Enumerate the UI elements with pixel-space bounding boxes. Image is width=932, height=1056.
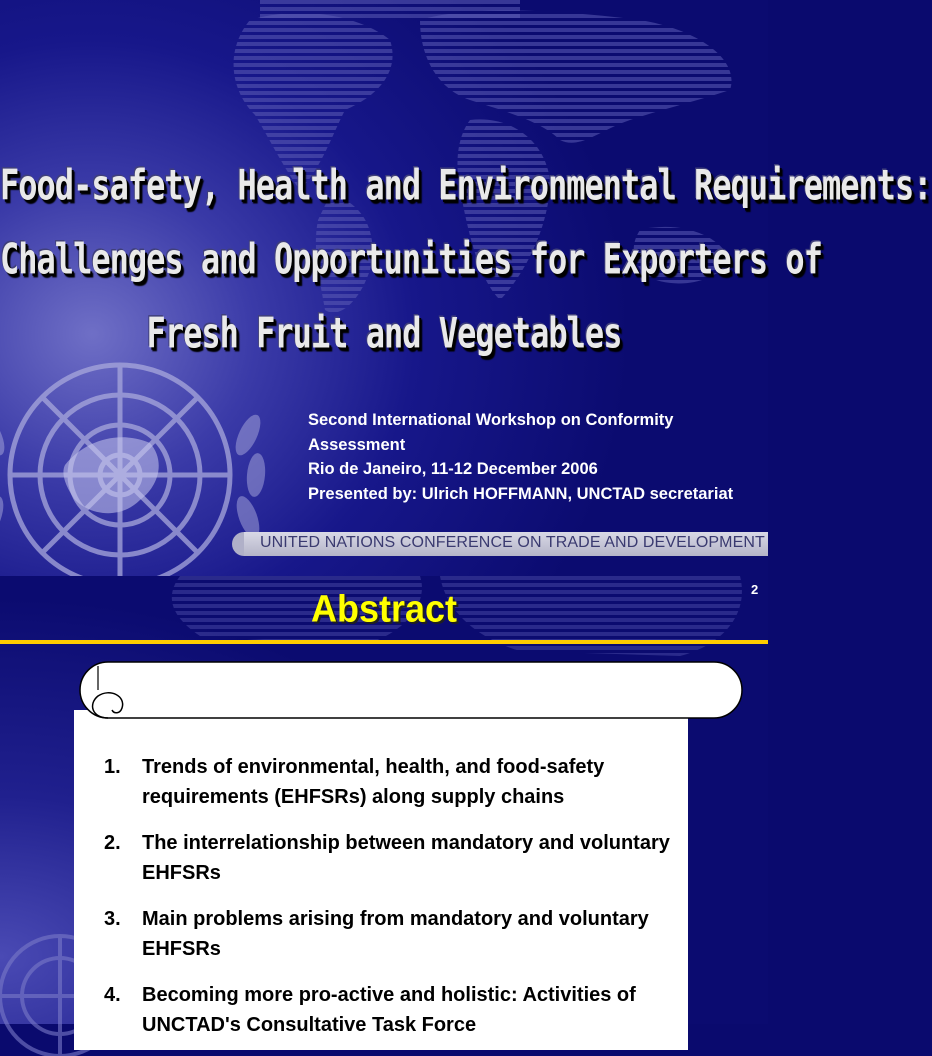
list-item-text: Becoming more pro-active and holistic: Activities of UNCTAD's Consultative Task Force — [142, 984, 636, 1036]
list-item-number: 4. — [104, 984, 121, 1006]
title-line-2: Challenges and Opportunities for Exporters of — [0, 233, 822, 284]
slide-title — [0, 148, 932, 370]
heading-divider — [0, 640, 768, 644]
list-item-number: 1. — [104, 756, 121, 778]
title-line-1: Food-safety, Health and Environmental Requirements: — [0, 159, 932, 211]
event-line-3: Rio de Janeiro, 11-12 December 2006 — [308, 460, 598, 478]
list-item — [104, 980, 684, 1040]
list-item-text: The interrelationship between mandatory and voluntary EHFSRs — [142, 832, 670, 884]
list-item-text: Main problems arising from mandatory and voluntary EHFSRs — [142, 908, 649, 960]
presenter-line: Presented by: Ulrich HOFFMANN, UNCTAD secretariat — [308, 484, 734, 503]
slide-number: 2 — [751, 582, 759, 597]
abstract-list — [104, 752, 684, 1056]
list-item-text: Trends of environmental, health, and food-safety requirements (EHFSRs) along supply chains — [142, 756, 605, 808]
list-item — [104, 752, 684, 812]
abstract-slide — [0, 576, 768, 1036]
list-item — [104, 904, 684, 964]
slide-heading: Abstract — [310, 586, 458, 630]
event-line-1: Second International Workshop on Conformity — [308, 411, 674, 429]
list-item-number: 3. — [104, 908, 121, 930]
list-item-number: 2. — [104, 832, 121, 854]
org-banner-text: UNITED NATIONS CONFERENCE ON TRADE AND DEVELOPMENT — [260, 534, 765, 551]
event-line-2: Assessment — [308, 435, 406, 454]
org-banner — [232, 532, 768, 556]
list-item — [104, 828, 684, 888]
title-line-3: Fresh Fruit and Vegetables — [146, 307, 622, 358]
event-details — [308, 408, 768, 506]
